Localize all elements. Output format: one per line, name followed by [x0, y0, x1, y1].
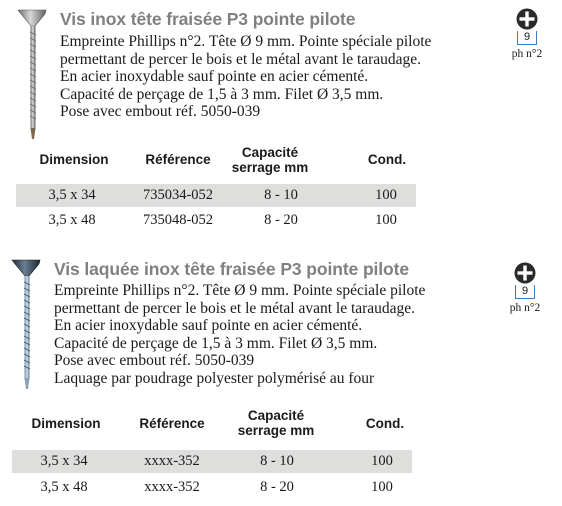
cell-dimension: 3,5 x 48 [48, 212, 96, 228]
header-capacity-line1: Capacité [241, 145, 299, 160]
cell-capacity: 8 - 10 [264, 187, 298, 203]
description-line: Empreinte Phillips n°2. Tête Ø 9 mm. Pointe spéciale pilote [60, 33, 432, 50]
header-capacity [236, 408, 316, 438]
product-title: Vis laquée inox tête fraisée P3 pointe pilote [54, 259, 410, 279]
cell-dimension: 3,5 x 34 [40, 453, 88, 469]
header-dimension: Dimension [31, 416, 101, 431]
header-dimension: Dimension [39, 152, 109, 167]
cell-reference: 735034-052 [142, 187, 214, 203]
header-reference: Référence [145, 152, 211, 167]
product-description [60, 33, 431, 121]
screw-image [16, 8, 50, 140]
drive-caption: ph n°2 [509, 302, 541, 314]
drive-caption: ph n°2 [511, 48, 543, 60]
product-description [54, 282, 425, 388]
header-cond: Cond. [365, 416, 405, 431]
header-capacity-line2: serrage mm [231, 160, 309, 175]
header-capacity-line1: Capacité [247, 408, 305, 423]
description-line: Pose avec embout réf. 5050-039 [60, 103, 261, 121]
header-cond: Cond. [367, 152, 407, 167]
description-line: En acier inoxydable sauf pointe en acier cémenté. [54, 317, 363, 335]
table-row [16, 209, 416, 232]
phillips-cross-icon [514, 262, 536, 284]
cell-reference: xxxx-352 [144, 453, 200, 469]
cell-reference: 735048-052 [142, 212, 214, 228]
cell-reference: xxxx-352 [144, 479, 200, 495]
description-line: Pose avec embout réf. 5050-039 [54, 352, 255, 370]
product-section-inox [0, 0, 562, 250]
cell-cond: 100 [375, 187, 397, 203]
screw-image [10, 258, 44, 390]
description-line: En acier inoxydable sauf pointe en acier cémenté. [60, 68, 369, 86]
cell-capacity: 8 - 10 [260, 453, 294, 469]
description-line: Capacité de perçage de 1,5 à 3 mm. Filet Ø 3,5 mm. [60, 85, 384, 103]
cell-cond: 100 [371, 453, 393, 469]
header-reference: Référence [139, 416, 205, 431]
cell-capacity: 8 - 20 [264, 212, 298, 228]
drive-type-badge [500, 262, 550, 314]
phillips-cross-icon [516, 8, 538, 30]
description-line: Laquage par poudrage polyester polymérisé au four [54, 369, 375, 387]
cell-cond: 100 [371, 479, 393, 495]
description-line: permettant de percer le bois et le métal avant le taraudage. [60, 50, 422, 68]
header-capacity-line2: serrage mm [237, 423, 315, 438]
drive-type-badge [502, 8, 552, 60]
cell-dimension: 3,5 x 48 [40, 479, 88, 495]
product-section-laquee [0, 256, 562, 506]
description-line: Capacité de perçage de 1,5 à 3 mm. Filet Ø 3,5 mm. [54, 334, 378, 352]
drive-size-number: 9 [517, 31, 537, 45]
description-line: permettant de percer le bois et le métal avant le taraudage. [54, 299, 416, 317]
header-capacity [230, 145, 310, 175]
drive-size-number: 9 [515, 285, 535, 299]
cell-dimension: 3,5 x 34 [48, 187, 96, 203]
table-row [12, 450, 412, 473]
cell-cond: 100 [375, 212, 397, 228]
product-title: Vis inox tête fraisée P3 pointe pilote [60, 9, 356, 29]
table-row [12, 476, 412, 499]
table-row [16, 184, 416, 207]
description-line: Empreinte Phillips n°2. Tête Ø 9 mm. Pointe spéciale pilote [54, 282, 426, 299]
cell-capacity: 8 - 20 [260, 479, 294, 495]
